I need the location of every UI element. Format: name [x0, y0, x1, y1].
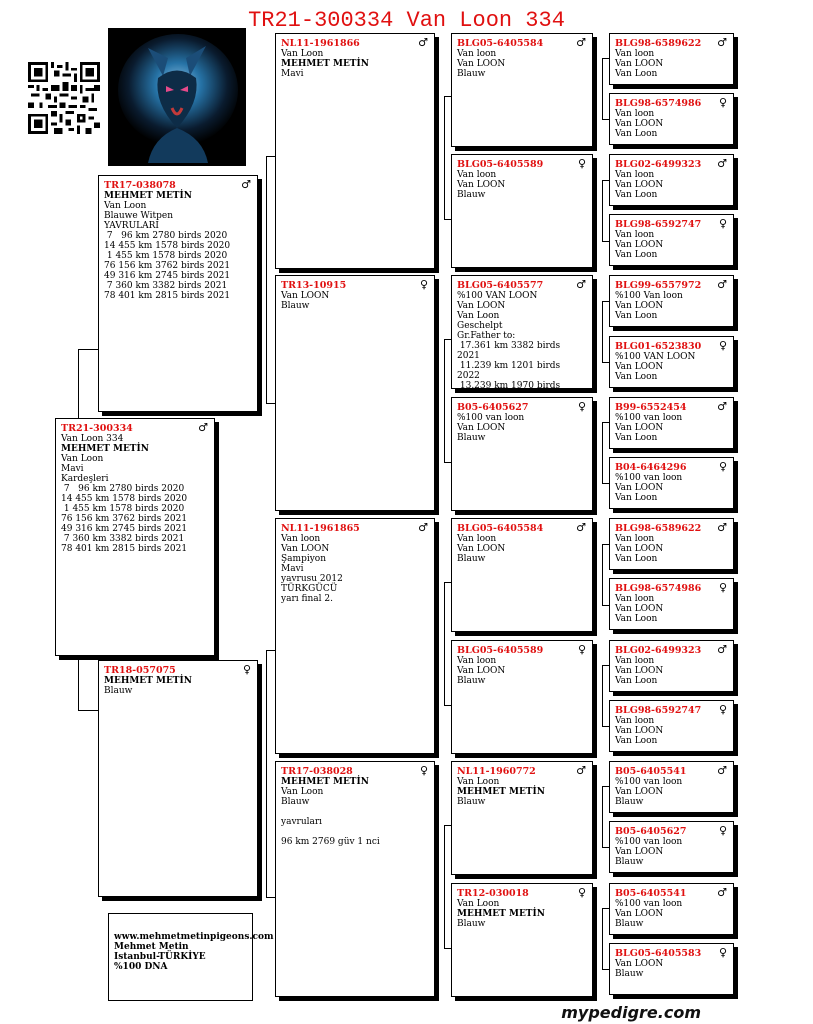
connector-line — [602, 180, 603, 242]
pigeon-card-g1[interactable] — [609, 33, 734, 85]
ring-number: BLG99-6557972 — [615, 280, 702, 291]
pigeon-info-line: Blauw — [457, 919, 486, 929]
pigeon-info-line: %100 van loon — [615, 413, 683, 423]
pigeon-card-g16[interactable] — [609, 943, 734, 995]
pigeon-info-line: %100 van loon — [457, 413, 525, 423]
pigeon-info-line: Van loon — [457, 170, 497, 180]
pigeon-info-line: Van loon — [615, 170, 655, 180]
ring-number: NL11-1961865 — [281, 523, 360, 534]
pigeon-info-line: Van LOON — [457, 666, 506, 676]
pigeon-info-line: yarı final 2. — [281, 594, 333, 604]
pigeon-info-line: Van LOON — [615, 726, 664, 736]
female-icon: ♀ — [577, 643, 586, 656]
pigeon-info-line: YAVRULARI — [104, 221, 159, 231]
pigeon-info-line: Gr.Father to: — [457, 331, 516, 341]
pigeon-info-line: Van LOON — [615, 604, 664, 614]
pigeon-info-line: Blauw — [104, 686, 133, 696]
pigeon-info-line: Van Loon — [457, 899, 500, 909]
pigeon-info-line: MEHMET METİN — [104, 191, 192, 201]
pigeon-info-line: 14 455 km 1578 birds 2020 — [61, 494, 188, 504]
ring-number: TR21-300334 — [61, 423, 133, 434]
female-icon: ♀ — [718, 946, 727, 959]
pigeon-info-line: Van loon — [457, 534, 497, 544]
female-icon: ♀ — [419, 764, 428, 777]
ring-number: NL11-1961866 — [281, 38, 360, 49]
pigeon-info-line: yavrusu 2012 — [281, 574, 343, 584]
pigeon-info-line: Blauw — [457, 554, 486, 564]
pigeon-info-line: MEHMET METİN — [281, 59, 369, 69]
male-icon: ♂ — [576, 278, 586, 291]
owner-location: Istanbul-TÜRKİYE — [114, 952, 206, 962]
pigeon-info-line: Van Loon — [61, 454, 104, 464]
ring-number: B05-6405627 — [457, 402, 529, 413]
pigeon-card-sss[interactable] — [451, 33, 593, 147]
pigeon-info-line: Blauw — [281, 797, 310, 807]
pigeon-info-line: 49 316 km 2745 birds 2021 — [104, 271, 231, 281]
pigeon-card-sdd[interactable] — [451, 397, 593, 511]
pigeon-info-line: yavruları — [281, 817, 323, 827]
pigeon-info-line: Van LOON — [281, 544, 330, 554]
pigeon-info-line: Van loon — [457, 656, 497, 666]
connector-line — [444, 582, 445, 706]
pigeon-info-line: Van Loon — [615, 190, 658, 200]
pigeon-info-line: Van LOON — [615, 301, 664, 311]
ring-number: BLG05-6405584 — [457, 38, 544, 49]
pigeon-info-line: Blauw — [615, 919, 644, 929]
pigeon-info-line: Van Loon — [457, 777, 500, 787]
pigeon-info-line: Van LOON — [457, 544, 506, 554]
pigeon-info-line: 7 96 km 2780 birds 2020 — [104, 231, 228, 241]
ring-number: TR17-038028 — [281, 766, 353, 777]
pigeon-info-line: Van LOON — [615, 544, 664, 554]
female-icon: ♀ — [718, 824, 727, 837]
brand-logo[interactable]: mypedigre.com — [561, 1003, 701, 1022]
pigeon-info-line: Van Loon — [615, 311, 658, 321]
pigeon-info-line: Van Loon — [104, 201, 147, 211]
connector-line — [602, 58, 603, 120]
owner-dna: %100 DNA — [114, 962, 168, 972]
pigeon-card-g15[interactable] — [609, 883, 734, 935]
pigeon-card-g3[interactable] — [609, 154, 734, 206]
pigeon-info-line: Van LOON — [615, 787, 664, 797]
pigeon-card-sire-dam[interactable] — [275, 275, 435, 511]
pigeon-info-line: Van Loon — [615, 250, 658, 260]
pigeon-info-line: Van Loon — [615, 554, 658, 564]
pigeon-card-g12[interactable] — [609, 700, 734, 752]
ring-number: TR13-10915 — [281, 280, 347, 291]
owner-name: Mehmet Metin — [114, 942, 189, 952]
pigeon-info-line: Van Loon — [615, 493, 658, 503]
pigeon-info-line: Van loon — [615, 716, 655, 726]
ring-number: BLG02-6499323 — [615, 159, 702, 170]
ring-number: BLG98-6589622 — [615, 38, 702, 49]
ring-number: BLG98-6589622 — [615, 523, 702, 534]
male-icon: ♂ — [418, 36, 428, 49]
ring-number: BLG05-6405589 — [457, 159, 544, 170]
ring-number: BLG98-6574986 — [615, 98, 702, 109]
connector-line — [602, 786, 603, 848]
male-icon: ♂ — [717, 157, 727, 170]
connector-line — [266, 650, 267, 898]
ring-number: TR12-030018 — [457, 888, 529, 899]
pigeon-info-line: Van Loon — [615, 69, 658, 79]
pigeon-info-line: 7 360 km 3382 birds 2021 — [104, 281, 228, 291]
pigeon-info-line: %100 Van loon — [615, 291, 683, 301]
pigeon-info-line: Blauw — [615, 857, 644, 867]
pigeon-info-line: 2021 — [457, 351, 480, 361]
female-icon: ♀ — [718, 703, 727, 716]
pigeon-card-g14[interactable] — [609, 821, 734, 873]
pigeon-info-line: Van Loon — [281, 49, 324, 59]
male-icon: ♂ — [576, 521, 586, 534]
male-icon: ♂ — [717, 278, 727, 291]
pigeon-info-line: Şampiyon — [281, 554, 327, 564]
pigeon-info-line: Van LOON — [615, 240, 664, 250]
pigeon-info-line: Van Loon — [615, 372, 658, 382]
pigeon-card-dam-dam[interactable] — [275, 761, 435, 997]
pigeon-info-line: Van loon — [615, 534, 655, 544]
ring-number: B99-6552454 — [615, 402, 687, 413]
pigeon-card-dsd[interactable] — [451, 640, 593, 754]
ring-number: BLG05-6405577 — [457, 280, 544, 291]
pigeon-info-line: Van LOON — [615, 180, 664, 190]
pigeon-info-line: 96 km 2769 güv 1 nci — [281, 837, 380, 847]
pigeon-info-line: 78 401 km 2815 birds 2021 — [104, 291, 231, 301]
pigeon-card-subject[interactable] — [55, 418, 215, 656]
pigeon-info-line: Van loon — [615, 49, 655, 59]
pigeon-info-line: %100 VAN LOON — [457, 291, 538, 301]
pigeon-info-line: Van LOON — [457, 59, 506, 69]
pigeon-info-line: Van LOON — [615, 423, 664, 433]
pigeon-info-line: Geschelpt — [457, 321, 503, 331]
pigeon-info-line: MEHMET METİN — [104, 676, 192, 686]
pigeon-info-line: 78 401 km 2815 birds 2021 — [61, 544, 188, 554]
pigeon-card-dam-sire[interactable] — [275, 518, 435, 754]
pigeon-info-line: Van LOON — [615, 909, 664, 919]
pigeon-info-line: Van Loon — [615, 736, 658, 746]
ring-number: BLG98-6592747 — [615, 219, 702, 230]
pigeon-photo — [108, 28, 246, 166]
pigeon-info-line: Blauw — [615, 969, 644, 979]
ring-number: BLG02-6499323 — [615, 645, 702, 656]
pigeon-info-line: Van Loon — [615, 129, 658, 139]
pigeon-info-line: Van Loon — [615, 433, 658, 443]
male-icon: ♂ — [717, 764, 727, 777]
ring-number: B05-6405627 — [615, 826, 687, 837]
male-icon: ♂ — [717, 521, 727, 534]
pigeon-info-line: 7 96 km 2780 birds 2020 — [61, 484, 185, 494]
ring-number: TR17-038078 — [104, 180, 176, 191]
female-icon: ♀ — [577, 400, 586, 413]
pigeon-card-dds[interactable] — [451, 761, 593, 875]
ring-number: BLG98-6592747 — [615, 705, 702, 716]
pigeon-info-line: 2022 — [457, 371, 480, 381]
connector-line — [444, 339, 445, 463]
pigeon-info-line: Kardeşleri — [61, 474, 109, 484]
connector-line — [266, 156, 267, 404]
connector-line — [444, 96, 445, 220]
pigeon-info-line: Mavi — [61, 464, 84, 474]
female-icon: ♀ — [718, 339, 727, 352]
pigeon-info-line: Van loon — [615, 594, 655, 604]
pigeon-info-line: Van LOON — [615, 119, 664, 129]
connector-line — [444, 825, 445, 949]
pigeon-info-line: 1 455 km 1578 birds 2020 — [61, 504, 185, 514]
pigeon-info-line: Van loon — [457, 49, 497, 59]
pigeon-card-g2[interactable] — [609, 93, 734, 145]
connector-line — [602, 422, 603, 484]
pigeon-card-g9[interactable] — [609, 518, 734, 570]
pigeon-info-line: 49 316 km 2745 birds 2021 — [61, 524, 188, 534]
ring-number: B04-6464296 — [615, 462, 687, 473]
pigeon-card-g6[interactable] — [609, 336, 734, 388]
pigeon-info-line: Van LOON — [615, 59, 664, 69]
pigeon-card-sds[interactable] — [451, 275, 593, 389]
pigeon-info-line: Van LOON — [615, 847, 664, 857]
pigeon-info-line: TÜRKGÜCÜ — [281, 584, 338, 594]
ring-number: B05-6405541 — [615, 766, 687, 777]
pigeon-info-line: Van loon — [615, 230, 655, 240]
pigeon-info-line: 76 156 km 3762 birds 2021 — [61, 514, 188, 524]
female-icon: ♀ — [718, 217, 727, 230]
female-icon: ♀ — [419, 278, 428, 291]
pigeon-info-line: 1 455 km 1578 birds 2020 — [104, 251, 228, 261]
connector-line — [602, 665, 603, 727]
pigeon-info-line: Van loon — [615, 656, 655, 666]
pigeon-info-line: Van LOON — [457, 423, 506, 433]
pigeon-info-line: Blauw — [457, 69, 486, 79]
pigeon-info-line: Van LOON — [615, 362, 664, 372]
connector-line — [78, 710, 100, 711]
pigeon-info-line: %100 van loon — [615, 837, 683, 847]
pigeon-info-line: 14 455 km 1578 birds 2020 — [104, 241, 231, 251]
pigeon-info-line: 76 156 km 3762 birds 2021 — [104, 261, 231, 271]
female-icon: ♀ — [718, 96, 727, 109]
female-icon: ♀ — [242, 663, 251, 676]
pigeon-card-ddd[interactable] — [451, 883, 593, 997]
qr-code-icon — [28, 62, 100, 134]
ring-number: NL11-1960772 — [457, 766, 536, 777]
pigeon-info-line: Van LOON — [457, 301, 506, 311]
connector-line — [602, 544, 603, 606]
male-icon: ♂ — [576, 764, 586, 777]
pigeon-card-ssd[interactable] — [451, 154, 593, 268]
ring-number: BLG01-6523830 — [615, 341, 702, 352]
female-icon: ♀ — [718, 581, 727, 594]
pigeon-info-line: Van loon — [281, 534, 321, 544]
ring-number: BLG05-6405583 — [615, 948, 702, 959]
pigeon-info-line: %100 van loon — [615, 899, 683, 909]
pigeon-info-line: %100 VAN LOON — [615, 352, 696, 362]
pigeon-card-dss[interactable] — [451, 518, 593, 632]
pigeon-info-line: Blauw — [281, 301, 310, 311]
male-icon: ♂ — [717, 643, 727, 656]
pigeon-info-line — [281, 807, 429, 817]
pigeon-info-line: 13.239 km 1970 birds — [457, 381, 561, 391]
female-icon: ♀ — [577, 886, 586, 899]
pigeon-info-line: Van Loon — [281, 787, 324, 797]
pigeon-info-line: Blauwe Witpen — [104, 211, 174, 221]
female-icon: ♀ — [718, 460, 727, 473]
pigeon-info-line: Van Loon — [615, 614, 658, 624]
pigeon-card-g13[interactable] — [609, 761, 734, 813]
pigeon-info-line: Blauw — [457, 676, 486, 686]
owner-website[interactable]: www.mehmetmetinpigeons.com — [114, 932, 274, 942]
pigeon-info-line: 7 360 km 3382 birds 2021 — [61, 534, 185, 544]
pigeon-info-line: Mavi — [281, 69, 304, 79]
pigeon-card-g10[interactable] — [609, 578, 734, 630]
connector-line — [602, 908, 603, 970]
ring-number: BLG98-6574986 — [615, 583, 702, 594]
pigeon-card-g8[interactable] — [609, 457, 734, 509]
male-icon: ♂ — [198, 421, 208, 434]
ring-number: BLG05-6405589 — [457, 645, 544, 656]
pigeon-info-line: Blauw — [615, 797, 644, 807]
pigeon-info-line: MEHMET METİN — [281, 777, 369, 787]
pigeon-card-sire[interactable] — [98, 175, 258, 412]
pigeon-info-line: %100 van loon — [615, 777, 683, 787]
owner-info-box — [108, 913, 274, 1001]
ring-number: BLG05-6405584 — [457, 523, 544, 534]
pigeon-info-line: 11.239 km 1201 birds — [457, 361, 561, 371]
male-icon: ♂ — [717, 400, 727, 413]
pigeon-info-line: %100 van loon — [615, 473, 683, 483]
pigeon-info-line: Blauw — [457, 433, 486, 443]
male-icon: ♂ — [418, 521, 428, 534]
pigeon-info-line: Van Loon 334 — [61, 434, 124, 444]
connector-line — [78, 349, 100, 350]
pigeon-info-line: Blauw — [457, 190, 486, 200]
pigeon-info-line: Mavi — [281, 564, 304, 574]
ring-number: TR18-057075 — [104, 665, 176, 676]
female-icon: ♀ — [577, 157, 586, 170]
pigeon-card-dam[interactable] — [98, 660, 258, 897]
pigeon-info-line: Van LOON — [615, 959, 664, 969]
pigeon-info-line: Van LOON — [615, 483, 664, 493]
pigeon-info-line: Van LOON — [457, 180, 506, 190]
connector-line — [602, 301, 603, 363]
pigeon-card-g11[interactable] — [609, 640, 734, 692]
male-icon: ♂ — [717, 886, 727, 899]
pigeon-card-sire-sire[interactable] — [275, 33, 435, 269]
pigeon-info-line: 17.361 km 3382 birds — [457, 341, 561, 351]
pigeon-info-line: Van LOON — [281, 291, 330, 301]
male-icon: ♂ — [576, 36, 586, 49]
pigeon-info-line: Van Loon — [615, 676, 658, 686]
pigeon-card-g7[interactable] — [609, 397, 734, 449]
pigeon-info-line: MEHMET METİN — [457, 787, 545, 797]
pigeon-card-g4[interactable] — [609, 214, 734, 266]
pigeon-info-line — [281, 827, 429, 837]
pigeon-info-line: Van Loon — [457, 311, 500, 321]
page-title: TR21-300334 Van Loon 334 — [248, 8, 565, 33]
pigeon-info-line: Van LOON — [615, 666, 664, 676]
pigeon-info-line: MEHMET METİN — [61, 444, 149, 454]
ring-number: B05-6405541 — [615, 888, 687, 899]
male-icon: ♂ — [241, 178, 251, 191]
pigeon-info-line: MEHMET METİN — [457, 909, 545, 919]
pigeon-info-line: Van loon — [615, 109, 655, 119]
pigeon-card-g5[interactable] — [609, 275, 734, 327]
pigeon-info-line: Blauw — [457, 797, 486, 807]
male-icon: ♂ — [717, 36, 727, 49]
